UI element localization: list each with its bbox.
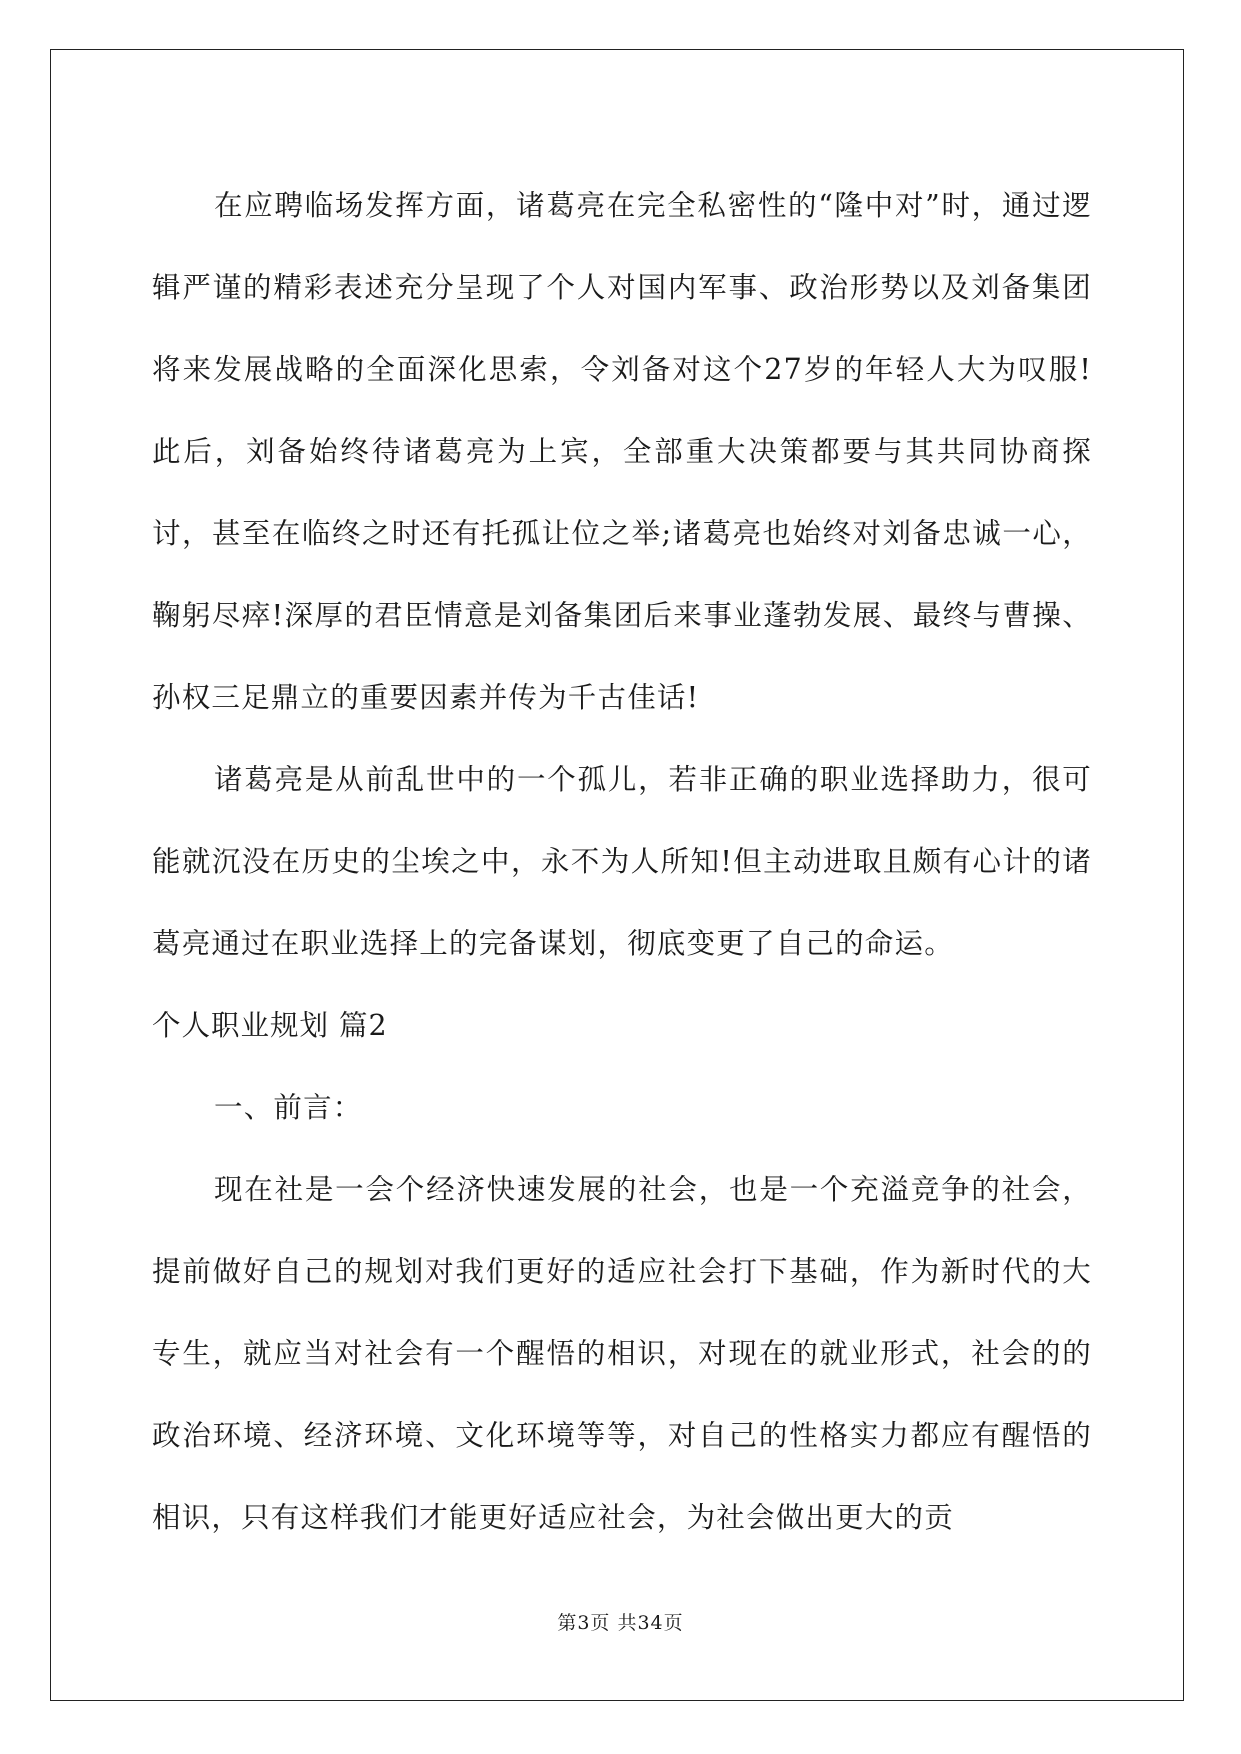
- paragraph-longzhong: 在应聘临场发挥方面，诸葛亮在完全私密性的“隆中对”时，通过逻辑严谨的精彩表述充分呈现了个人对国内军事、政治形势以及刘备集团将来发展战略的全面深化思索，令刘备对这个27岁的年轻人大为叹服!此后，刘备始终待诸葛亮为上宾，全部重大决策都要与其共同协商探讨，甚至在临终之时还有托孤让位之举;诸葛亮也始终对刘备忠诚一心，鞠躬尽瘁!深厚的君臣情意是刘备集团后来事业蓬勃发展、最终与曹操、孙权三足鼎立的重要因素并传为千古佳话!: [152, 189, 1092, 714]
- document-body: [152, 165, 1092, 1559]
- paragraph-orphan: 诸葛亮是从前乱世中的一个孤儿，若非正确的职业选择助力，很可能就沉没在历史的尘埃之中，永不为人所知!但主动进取且颇有心计的诸葛亮通过在职业选择上的完备谋划，彻底变更了自己的命运。: [152, 763, 1092, 960]
- paragraph-society: 现在社是一会个经济快速发展的社会，也是一个充溢竞争的社会，提前做好自己的规划对我们更好的适应社会打下基础，作为新时代的大专生，就应当对社会有一个醒悟的相识，对现在的就业形式，社会的的政治环境、经济环境、文化环境等等，对自己的性格实力都应有醒悟的相识，只有这样我们才能更好适应社会，为社会做出更大的贡: [152, 1173, 1092, 1534]
- subheading-preface: 一、前言：: [214, 1091, 363, 1124]
- section-heading: 个人职业规划 篇2: [152, 1009, 388, 1042]
- page-number-footer: 第3页 共34页: [557, 1612, 684, 1634]
